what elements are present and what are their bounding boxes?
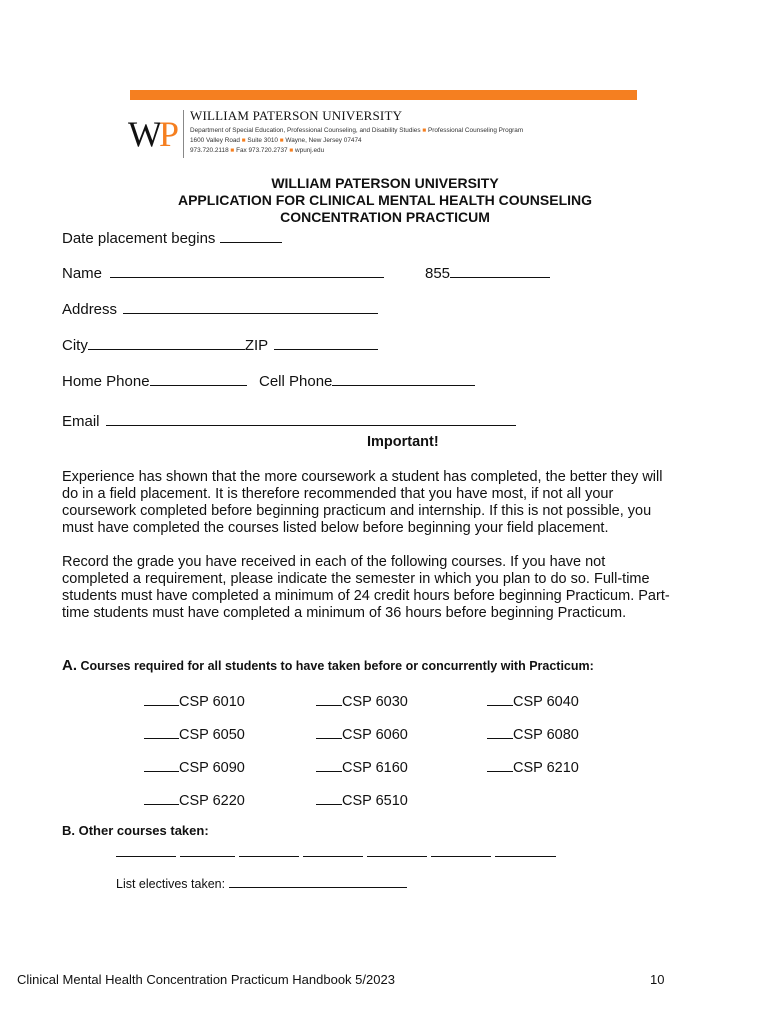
important-heading: Important! xyxy=(367,434,439,450)
title-line-1: WILLIAM PATERSON UNIVERSITY xyxy=(271,175,499,191)
course-item: CSP 6030 xyxy=(316,691,408,710)
course-item: CSP 6060 xyxy=(316,724,408,743)
letterhead-accent-bar xyxy=(130,90,637,100)
course-item: CSP 6050 xyxy=(144,724,245,743)
course-item: CSP 6220 xyxy=(144,790,245,809)
address-field xyxy=(62,298,378,318)
cell-phone-label: Cell Phone xyxy=(259,373,333,390)
letterhead-dept-line: Department of Special Education, Professional Counseling, and Disability Studies ■ Professional Counseling Program xyxy=(190,127,524,134)
course-item: CSP 6010 xyxy=(144,691,245,710)
title-line-2: APPLICATION FOR CLINICAL MENTAL HEALTH COUNSELING xyxy=(177,192,593,208)
email-label: Email xyxy=(62,413,100,430)
cell-phone-input[interactable] xyxy=(332,370,475,386)
zip-input[interactable] xyxy=(274,334,378,350)
university-logo: WP xyxy=(128,114,177,154)
letterhead-address-line: 1600 Valley Road ■ Suite 3010 ■ Wayne, New Jersey 07474 xyxy=(190,137,362,144)
course-grade-input[interactable] xyxy=(316,790,342,805)
course-grade-input[interactable] xyxy=(144,724,179,739)
other-courses-input[interactable] xyxy=(116,844,560,854)
name-input[interactable] xyxy=(110,262,384,278)
course-item: CSP 6510 xyxy=(316,790,408,809)
logo-divider xyxy=(183,110,184,158)
email-input[interactable] xyxy=(106,410,516,426)
footer-text: Clinical Mental Health Concentration Practicum Handbook 5/2023 xyxy=(17,972,395,987)
course-grade-input[interactable] xyxy=(316,724,342,739)
course-grade-input[interactable] xyxy=(316,757,342,772)
name-field xyxy=(62,262,384,282)
phone-field xyxy=(62,370,247,390)
student-id-prefix: 855 xyxy=(425,265,451,282)
electives-label: List electives taken: xyxy=(116,877,226,891)
letterhead-contact-line: 973.720.2118 ■ Fax 973.720.2737 ■ wpunj.edu xyxy=(190,147,325,154)
course-grade-input[interactable] xyxy=(144,691,179,706)
university-name: WILLIAM PATERSON UNIVERSITY xyxy=(190,108,403,123)
course-item: CSP 6090 xyxy=(144,757,245,776)
email-field xyxy=(62,410,516,430)
electives-field xyxy=(116,875,407,891)
student-id-field xyxy=(425,262,550,282)
date-placement-input[interactable] xyxy=(220,227,282,243)
course-grade-input[interactable] xyxy=(316,691,342,706)
home-phone-label: Home Phone xyxy=(62,373,150,390)
important-paragraph-2: Record the grade you have received in each of the following courses. If you have not completed a requirement, please indicate the semester in which you plan to do so. Full-time students must have completed a minimum of 24 credit hours before beginning Practicum. Part-time students must have completed a minimum of 36 hours before beginning Practicum. xyxy=(62,554,670,621)
address-label: Address xyxy=(62,301,118,318)
course-item: CSP 6160 xyxy=(316,757,408,776)
city-input[interactable] xyxy=(88,334,245,350)
title-line-3: CONCENTRATION PRACTICUM xyxy=(280,209,490,225)
zip-label: ZIP xyxy=(244,337,268,354)
student-id-input[interactable] xyxy=(450,262,550,278)
city-zip-field xyxy=(62,334,378,354)
section-b-heading: B. Other courses taken: xyxy=(62,823,209,838)
address-input[interactable] xyxy=(123,298,378,314)
course-item: CSP 6210 xyxy=(487,757,579,776)
name-label: Name xyxy=(62,265,103,282)
date-placement-label: Date placement begins xyxy=(62,230,216,247)
course-item: CSP 6040 xyxy=(487,691,579,710)
course-grade-input[interactable] xyxy=(144,757,179,772)
course-grade-input[interactable] xyxy=(487,757,513,772)
course-grade-input[interactable] xyxy=(144,790,179,805)
course-grade-input[interactable] xyxy=(487,691,513,706)
electives-input[interactable] xyxy=(229,875,407,888)
section-a-heading: A. Courses required for all students to have taken before or concurrently with Practicum: xyxy=(62,657,594,674)
city-label: City xyxy=(62,337,88,354)
cell-phone-field xyxy=(259,370,475,390)
course-grade-input[interactable] xyxy=(487,724,513,739)
course-item: CSP 6080 xyxy=(487,724,579,743)
page-number: 10 xyxy=(650,972,665,987)
home-phone-input[interactable] xyxy=(150,370,247,386)
date-placement-field xyxy=(62,227,282,247)
important-paragraph-1: Experience has shown that the more coursework a student has completed, the better they will do in a field placement. It is therefore recommended that you have most, if not all your coursework completed before beginning practicum and internship. If this is not possible, you must have completed the courses listed below before beginning your field placement. xyxy=(62,469,663,536)
